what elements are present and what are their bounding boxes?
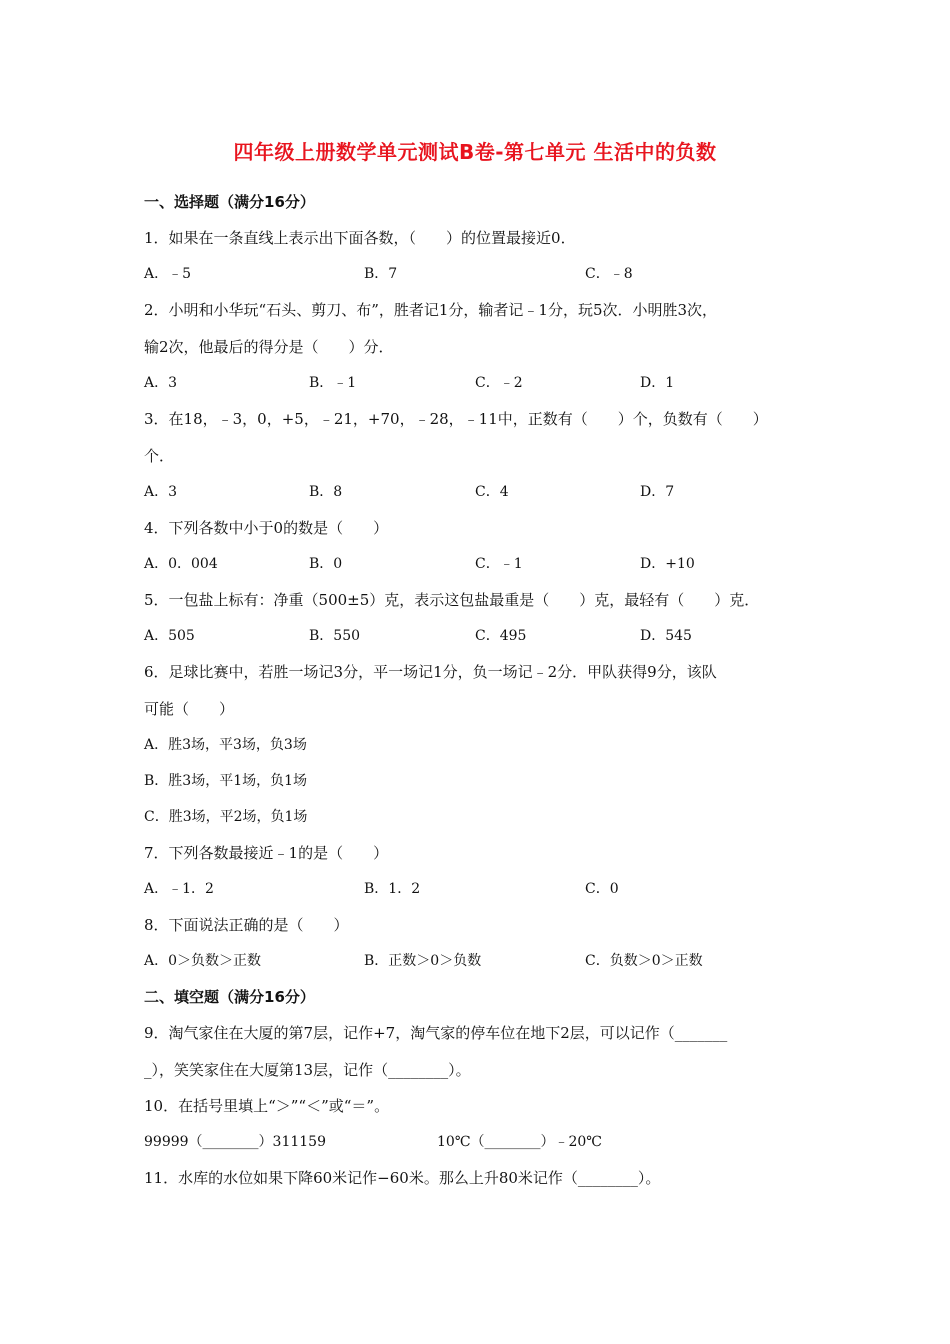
question-3-line-1: 3．在18，﹣3，0，+5，﹣21，+70，﹣28，﹣11中，正数有（ ）个，负数有（ ） <box>144 410 768 428</box>
question-11: 11．水库的水位如果下降60米记作−60米。那么上升80米记作（________）。 <box>144 1169 661 1187</box>
question-6-line-2: 可能（ ） <box>144 700 235 718</box>
question-10: 10．在括号里填上“＞”“＜”或“＝”。 <box>144 1097 390 1115</box>
question-1: 1．如果在一条直线上表示出下面各数，（ ）的位置最接近0． <box>144 229 576 247</box>
q6-option-b: B．胜3场，平1场，负1场 <box>144 773 308 789</box>
q5-option-b: B．550 <box>309 628 361 644</box>
question-5: 5．一包盐上标有：净重（500±5）克，表示这包盐最重是（ ）克，最轻有（ ）克． <box>144 591 760 609</box>
q7-option-a: A．﹣1．2 <box>144 881 214 897</box>
q4-option-c: C．﹣1 <box>475 556 523 572</box>
question-8: 8．下面说法正确的是（ ） <box>144 916 349 934</box>
q10-item-2: 10℃（________）﹣20℃ <box>437 1134 602 1150</box>
q6-option-a: A．胜3场，平3场，负3场 <box>144 737 307 753</box>
question-2-line-2: 输2次，他最后的得分是（ ）分． <box>144 338 394 356</box>
question-9-line-2: _），笑笑家住在大厦第13层，记作（________）。 <box>144 1061 471 1079</box>
question-4: 4．下列各数中小于0的数是（ ） <box>144 519 389 537</box>
q2-option-c: C．﹣2 <box>475 375 523 391</box>
q7-option-b: B．1．2 <box>364 881 421 897</box>
q5-option-d: D．545 <box>640 628 692 644</box>
q1-option-c: C．﹣8 <box>585 266 633 282</box>
q1-option-a: A．﹣5 <box>144 266 192 282</box>
q5-option-a: A．505 <box>144 628 195 644</box>
question-2-line-1: 2．小明和小华玩“石头、剪刀、布”，胜者记1分，输者记﹣1分，玩5次．小明胜3次， <box>144 301 718 319</box>
q2-option-a: A．3 <box>144 375 178 391</box>
q6-option-c: C．胜3场，平2场，负1场 <box>144 809 308 825</box>
q2-option-d: D．1 <box>640 375 675 391</box>
q3-option-b: B．8 <box>309 484 343 500</box>
q2-option-b: B．﹣1 <box>309 375 357 391</box>
question-9-line-1: 9．淘气家住在大厦的第7层，记作+7，淘气家的停车位在地下2层，可以记作（_______ <box>144 1024 728 1042</box>
question-6-line-1: 6．足球比赛中，若胜一场记3分，平一场记1分，负一场记﹣2分．甲队获得9分，该队 <box>144 663 717 681</box>
q5-option-c: C．495 <box>475 628 527 644</box>
q1-option-b: B．7 <box>364 266 398 282</box>
question-7: 7．下列各数最接近﹣1的是（ ） <box>144 844 389 862</box>
q10-item-1: 99999（________）311159 <box>144 1134 326 1150</box>
q7-option-c: C．0 <box>585 881 619 897</box>
q3-option-d: D．7 <box>640 484 675 500</box>
q8-option-c: C．负数＞0＞正数 <box>585 953 703 969</box>
q3-option-c: C．4 <box>475 484 509 500</box>
q4-option-a: A．0．004 <box>144 556 218 572</box>
q4-option-d: D．+10 <box>640 556 695 572</box>
q3-option-a: A．3 <box>144 484 178 500</box>
q8-option-b: B．正数＞0＞负数 <box>364 953 482 969</box>
page-title: 四年级上册数学单元测试B卷-第七单元 生活中的负数 <box>233 140 717 164</box>
q8-option-a: A．0＞负数＞正数 <box>144 953 262 969</box>
q4-option-b: B．0 <box>309 556 343 572</box>
section-heading-choice: 一、选择题（满分16分） <box>144 193 315 211</box>
section-heading-fill: 二、填空题（满分16分） <box>144 988 315 1006</box>
question-3-line-2: 个． <box>144 447 175 465</box>
